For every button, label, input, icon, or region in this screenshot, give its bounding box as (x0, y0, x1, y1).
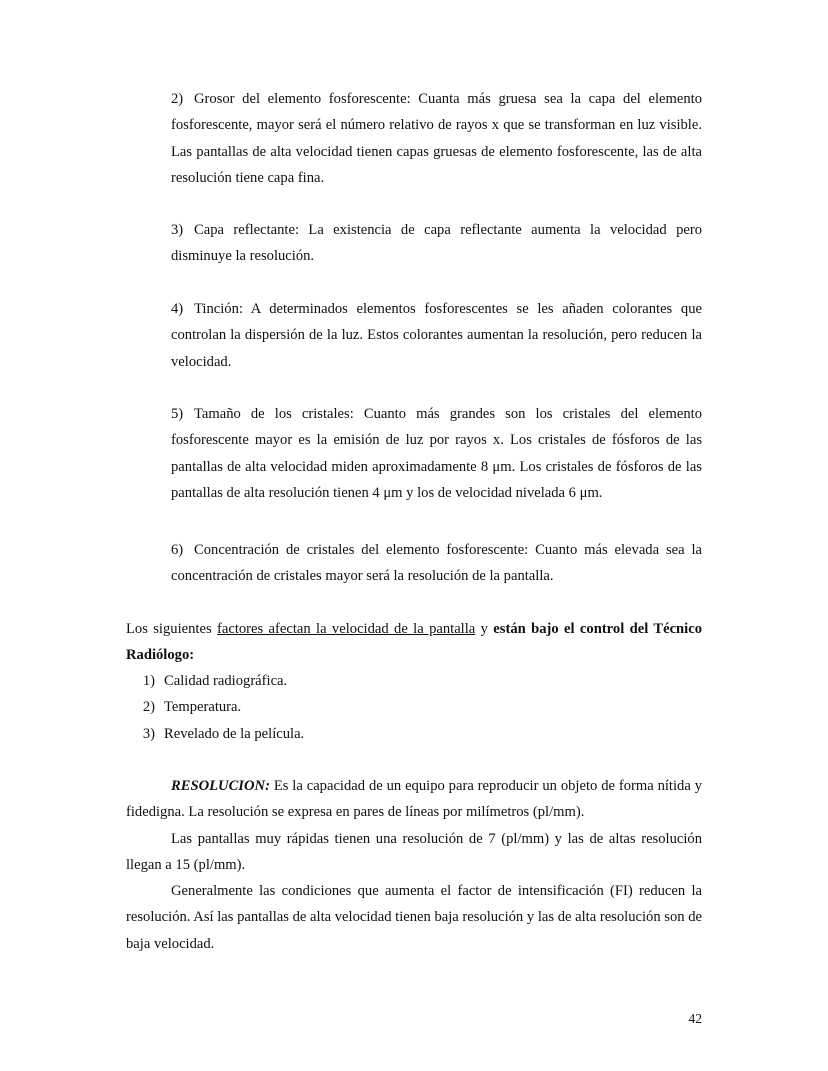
item-number: 4) (171, 301, 184, 317)
list-item-concentracion (171, 537, 702, 590)
factor-number: 2) (142, 699, 155, 716)
factors-intro (126, 616, 702, 669)
item-text: Tamaño de los cristales: Cuanto más grandes son los cristales del elemento fosforescente mayor es la emisión de luz por rayos x. Los cristales de fósforos de las pantallas de alta velocidad miden aproximadamente 8 μm. Los cristales de fósforos de las pantallas de alta resolución tienen 4 μm y los de velocidad nivelada 6 μm. (171, 406, 702, 501)
item-text: Grosor del elemento fosforescente: Cuanta más gruesa sea la capa del elemento fosforescente, mayor será el número relativo de rayos x que se transforman en luz visible. Las pantallas de alta velocidad tienen capas gruesas de elemento fosforescente, las de alta resolución tiene capa fina. (171, 91, 702, 186)
factor-item (126, 668, 546, 694)
item-text: Tinción: A determinados elementos fosforescentes se les añaden colorantes que controlan la dispersión de la luz. Estos colorantes aumentan la resolución, pero reducen la velocidad. (171, 301, 702, 370)
item-number: 5) (171, 406, 184, 422)
list-item-tincion (171, 296, 702, 375)
factor-item (126, 721, 546, 747)
resolution-definition (126, 773, 702, 826)
page-number: 42 (688, 1011, 702, 1026)
resolution-def-text: Es la capacidad de un equipo para reproducir un objeto de forma nítida y fidedigna. La resolución se expresa en pares de líneas por milímetros (pl/mm). (126, 778, 702, 821)
factors-intro-bold: están bajo el control del Técnico Radiólogo: (126, 621, 702, 664)
factors-intro-underlined: factores afectan la velocidad de la pantalla (217, 621, 476, 637)
item-text: Capa reflectante: La existencia de capa reflectante aumenta la velocidad pero disminuye la resolución. (171, 222, 702, 265)
list-item-tamano-cristales (171, 401, 702, 506)
item-number: 6) (171, 542, 184, 558)
item-text: Concentración de cristales del elemento fosforescente: Cuanto más elevada sea la concentración de cristales mayor será la resolución de la pantalla. (171, 542, 702, 585)
item-number: 2) (171, 91, 184, 107)
factors-intro-connector: y (475, 621, 494, 637)
item-number: 3) (171, 222, 184, 238)
resolution-term: RESOLUCION: (171, 778, 270, 794)
resolution-paragraph-3: Generalmente las condiciones que aumenta el factor de intensificación (FI) reducen la resolución. Así las pantallas de alta velocidad tienen baja resolución y las de alta resolución son de baja velocidad. (126, 883, 702, 952)
list-item-capa-reflectante (171, 217, 702, 270)
factor-text: Calidad radiográfica. (164, 673, 288, 689)
factor-number: 3) (142, 725, 155, 742)
factor-text: Revelado de la película. (164, 725, 305, 742)
factor-text: Temperatura. (164, 699, 242, 716)
factors-intro-text: Los siguientes (126, 621, 217, 637)
resolution-paragraph-2: Las pantallas muy rápidas tienen una resolución de 7 (pl/mm) y las de altas resolución llegan a 15 (pl/mm). (126, 831, 702, 874)
factors-list (126, 668, 546, 747)
factor-item (126, 694, 546, 720)
factor-number: 1) (142, 673, 155, 689)
list-item-grosor (171, 86, 702, 191)
